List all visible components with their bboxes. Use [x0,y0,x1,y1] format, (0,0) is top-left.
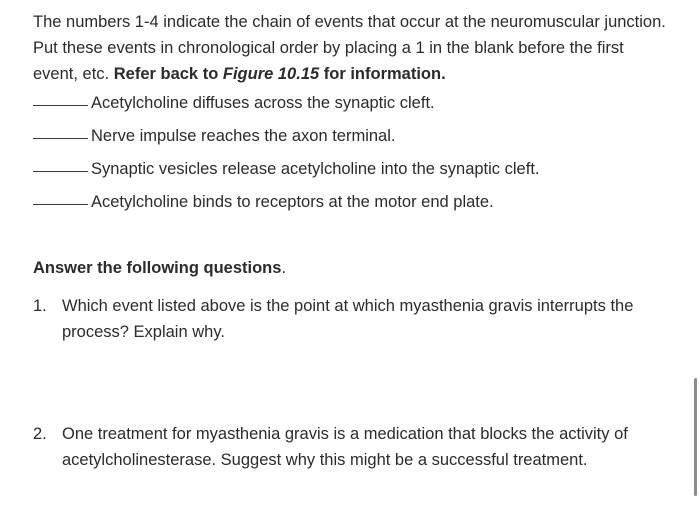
answer-blank[interactable] [33,137,88,139]
event-item [33,193,539,226]
instructions-paragraph [33,9,673,87]
refer-back-note: Refer back to Figure 10.15 for information. [113,65,446,83]
event-item [33,160,539,193]
instructions-text: The numbers 1-4 indicate the chain of events that occur at the neuromuscular junction. Put these events in chronological order by placing a 1 in the blank before the first event, etc. [33,13,666,83]
event-text: Acetylcholine binds to receptors at the motor end plate. [91,193,494,211]
event-list [33,94,539,226]
question-text: One treatment for myasthenia gravis is a medication that blocks the activity of acetylcholinesterase. Suggest why this might be a successful treatment. [62,425,628,469]
scrollbar[interactable] [694,378,697,496]
event-text: Synaptic vesicles release acetylcholine into the synaptic cleft. [91,160,540,178]
question-number: 2. [33,425,47,443]
question-item [33,421,653,473]
question-number: 1. [33,297,47,315]
questions-heading: Answer the following questions. [33,259,287,277]
event-text: Nerve impulse reaches the axon terminal. [91,127,396,145]
figure-reference: Figure 10.15 [222,65,320,83]
event-item [33,94,539,127]
answer-blank[interactable] [33,104,88,106]
event-text: Acetylcholine diffuses across the synaptic cleft. [91,94,435,112]
answer-blank[interactable] [33,170,88,172]
event-item [33,127,539,160]
answer-blank[interactable] [33,203,88,205]
question-text: Which event listed above is the point at which myasthenia gravis interrupts the process? Explain why. [62,297,634,341]
question-item [33,293,653,345]
